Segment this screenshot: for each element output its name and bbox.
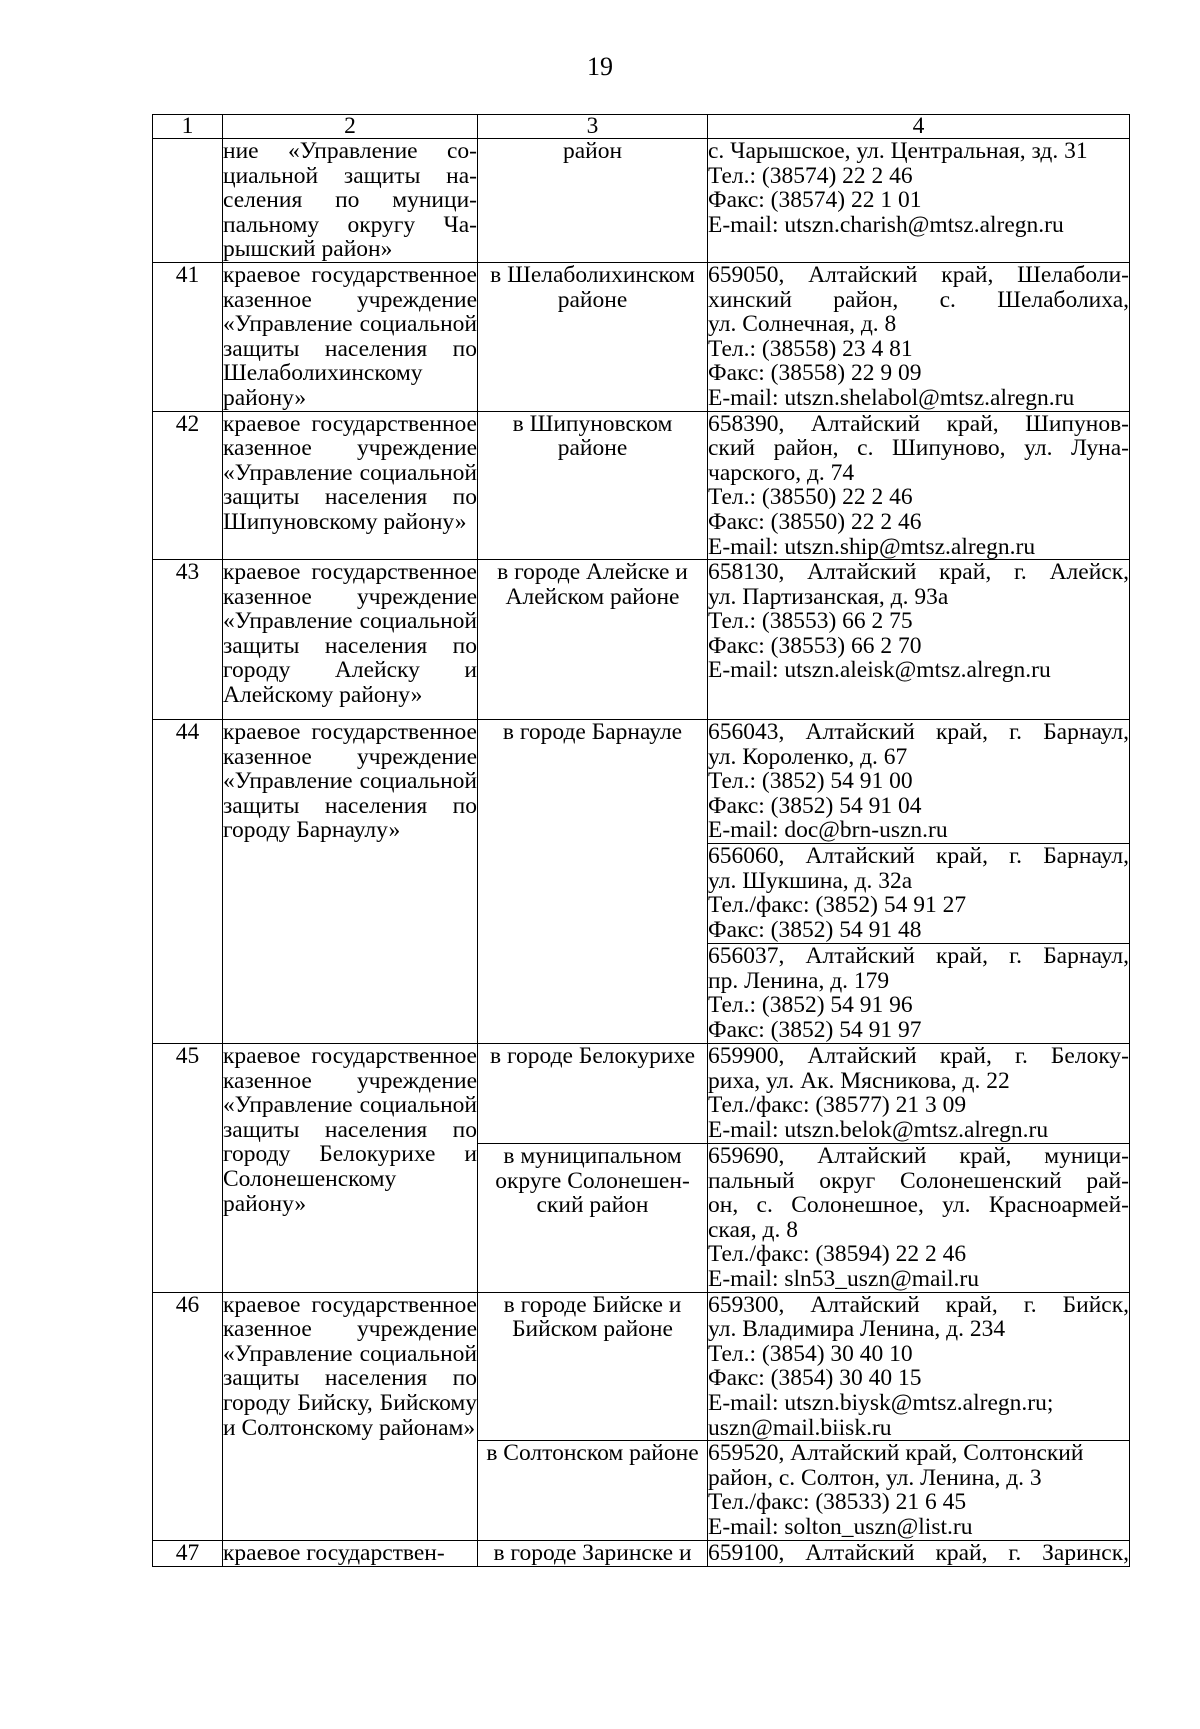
address-line: 658390, Алтайский край, Шипунов-: [708, 410, 1129, 437]
address-line: 656043, Алтайский край, г. Барнаул,: [708, 719, 1129, 746]
address-line: E-mail: utszn.shelabol@mtsz.alregn.ru: [708, 384, 1075, 411]
row-number-cell: 42: [153, 411, 223, 560]
table-row: [153, 560, 1130, 720]
address-line: Факс: (3852) 54 91 97: [708, 1016, 922, 1043]
address-line: 659300, Алтайский край, г. Бийск,: [708, 1291, 1129, 1318]
row-number-cell: 45: [153, 1044, 223, 1293]
address-line: 656037, Алтайский край, г. Барнаул,: [708, 943, 1129, 970]
address-line: Тел.: (38574) 22 2 46: [708, 162, 913, 189]
address-line: Факс: (3852) 54 91 04: [708, 792, 922, 819]
address-line: 656060, Алтайский край, г. Барнаул,: [708, 843, 1129, 870]
address-cell: [708, 944, 1130, 1044]
address-cell: [708, 1441, 1130, 1541]
area-cell: в городе Бийске и Бийском районе: [478, 1292, 708, 1441]
address-line: E-mail: utszn.charish@mtsz.alregn.ru: [708, 211, 1064, 238]
address-line: Факс: (3854) 30 40 15: [708, 1365, 922, 1392]
address-cell: [708, 720, 1130, 844]
table-row: [153, 411, 1130, 560]
address-line: ул. Владимира Ленина, д. 234: [708, 1316, 1006, 1343]
address-cell: [708, 560, 1130, 720]
address-line: 659050, Алтайский край, Шелаболи-: [708, 261, 1129, 288]
column-header: 4: [708, 115, 1130, 139]
address-cell: [708, 844, 1130, 944]
table-row: [153, 1541, 1130, 1567]
organization-cell: краевое государственное казенное учреждение «Управление социальной защиты населения по Шипуновскому району»: [223, 411, 478, 560]
address-cell: [708, 411, 1130, 560]
address-line: район, с. Солтон, ул. Ленина, д. 3: [708, 1464, 1042, 1491]
row-number-cell: 44: [153, 720, 223, 1044]
address-line: Факс: (38550) 22 2 46: [708, 508, 922, 535]
organization-cell: краевое государственное казенное учреждение «Управление социальной защиты населения по городу Бийску, Бийскому и Солтонскому районам»: [223, 1292, 478, 1541]
area-cell: в городе Белокурихе: [478, 1044, 708, 1144]
address-line: E-mail: doc@brn-uszn.ru: [708, 817, 948, 844]
address-line: с. Чарышское, ул. Центральная, зд. 31: [708, 138, 1088, 164]
address-line: Тел.: (3852) 54 91 96: [708, 992, 913, 1019]
address-line: 658130, Алтайский край, г. Алейск,: [708, 559, 1129, 586]
address-line: Тел./факс: (3852) 54 91 27: [708, 892, 967, 919]
address-line: Тел./факс: (38533) 21 6 45: [708, 1489, 967, 1516]
area-cell: в городе Алейске и Алейском районе: [478, 560, 708, 720]
table-row: [153, 262, 1130, 411]
address-line: хинский район, с. Шелаболиха,: [708, 286, 1129, 313]
address-line: E-mail: utszn.aleisk@mtsz.alregn.ru: [708, 657, 1051, 684]
address-line: ул. Партизанская, д. 93а: [708, 583, 949, 610]
address-cell: [708, 1044, 1130, 1144]
column-header: 1: [153, 115, 223, 139]
row-number-cell: 43: [153, 560, 223, 720]
column-header: 2: [223, 115, 478, 139]
area-cell: в Шелаболихинском районе: [478, 262, 708, 411]
address-line: Тел./факс: (38577) 21 3 09: [708, 1092, 967, 1119]
address-line: ский район, с. Шипуново, ул. Луна-: [708, 435, 1129, 462]
table-row: [153, 139, 1130, 263]
address-line: E-mail: utszn.belok@mtsz.alregn.ru: [708, 1116, 1049, 1143]
organization-cell: краевое государственное казенное учреждение «Управление социальной защиты населения по городу Барнаулу»: [223, 720, 478, 1044]
address-line: uszn@mail.biisk.ru: [708, 1414, 892, 1441]
organization-cell: краевое государственное казенное учреждение «Управление социальной защиты населения по городу Алейску и Алейскому району»: [223, 560, 478, 720]
address-line: Тел.: (38550) 22 2 46: [708, 484, 913, 511]
address-cell: [708, 1292, 1130, 1441]
page-number: 19: [587, 52, 613, 81]
address-line: E-mail: sln53_uszn@mail.ru: [708, 1266, 979, 1293]
row-number-cell: 41: [153, 262, 223, 411]
address-line: Тел./факс: (38594) 22 2 46: [708, 1241, 967, 1268]
address-line: Факс: (38558) 22 9 09: [708, 360, 922, 387]
row-number-cell: [153, 139, 223, 263]
address-line: 659100, Алтайский край, г. Заринск,: [708, 1540, 1129, 1567]
address-line: ул. Шукшина, д. 32а: [708, 867, 913, 894]
address-line: E-mail: utszn.biysk@mtsz.alregn.ru;: [708, 1390, 1054, 1417]
area-cell: в городе Заринске и: [478, 1541, 708, 1567]
service-directory-table: [152, 114, 1130, 1567]
address-line: 659900, Алтайский край, г. Белоку-: [708, 1043, 1129, 1070]
address-line: Тел.: (3854) 30 40 10: [708, 1340, 913, 1367]
address-line: пальный округ Солонешенский рай-: [708, 1167, 1129, 1194]
table-row: [153, 720, 1130, 844]
address-line: ул. Короленко, д. 67: [708, 743, 908, 770]
address-cell: [708, 139, 1130, 263]
address-line: Факс: (38574) 22 1 01: [708, 187, 922, 214]
area-cell: район: [478, 139, 708, 263]
row-number-cell: 46: [153, 1292, 223, 1541]
address-line: ская, д. 8: [708, 1216, 798, 1243]
address-line: риха, ул. Ак. Мясникова, д. 22: [708, 1067, 1010, 1094]
address-line: Факс: (38553) 66 2 70: [708, 632, 922, 659]
organization-cell: краевое государствен-: [223, 1541, 478, 1567]
address-line: пр. Ленина, д. 179: [708, 967, 890, 994]
address-line: Тел.: (3852) 54 91 00: [708, 768, 913, 795]
organization-cell: ние «Управление социальной защиты населения по муниципальному округу Чарышский район»: [223, 138, 477, 263]
organization-cell: краевое государственное казенное учреждение «Управление социальной защиты населения по городу Белокурихе и Солонешенскому району»: [223, 1044, 478, 1293]
area-cell: в Солтонском районе: [478, 1441, 708, 1541]
row-number-cell: 47: [153, 1541, 223, 1567]
area-cell: в муниципальном округе Солонешенский район: [478, 1144, 708, 1293]
address-cell: [708, 1144, 1130, 1293]
organization-cell: краевое государственное казенное учреждение «Управление социальной защиты населения по Шелаболихинскому району»: [223, 261, 477, 411]
table-row: [153, 1292, 1130, 1441]
address-line: 659520, Алтайский край, Солтонский: [708, 1440, 1084, 1467]
address-cell: [708, 262, 1130, 411]
table-row: [153, 1044, 1130, 1144]
address-line: E-mail: solton_uszn@list.ru: [708, 1514, 973, 1540]
address-line: он, с. Солонешное, ул. Красноармей-: [708, 1192, 1129, 1219]
address-line: чарского, д. 74: [708, 459, 855, 486]
address-line: Тел.: (38553) 66 2 75: [708, 608, 913, 635]
column-header: 3: [478, 115, 708, 139]
address-line: ул. Солнечная, д. 8: [708, 311, 897, 338]
address-line: Факс: (3852) 54 91 48: [708, 916, 922, 943]
address-line: Тел.: (38558) 23 4 81: [708, 335, 913, 362]
table-header-row: [153, 115, 1130, 139]
address-line: E-mail: utszn.ship@mtsz.alregn.ru: [708, 533, 1036, 560]
area-cell: в городе Барнауле: [478, 720, 708, 1044]
address-cell: [708, 1541, 1130, 1567]
area-cell: в Шипуновском районе: [478, 411, 708, 560]
address-line: 659690, Алтайский край, муници-: [708, 1143, 1129, 1170]
